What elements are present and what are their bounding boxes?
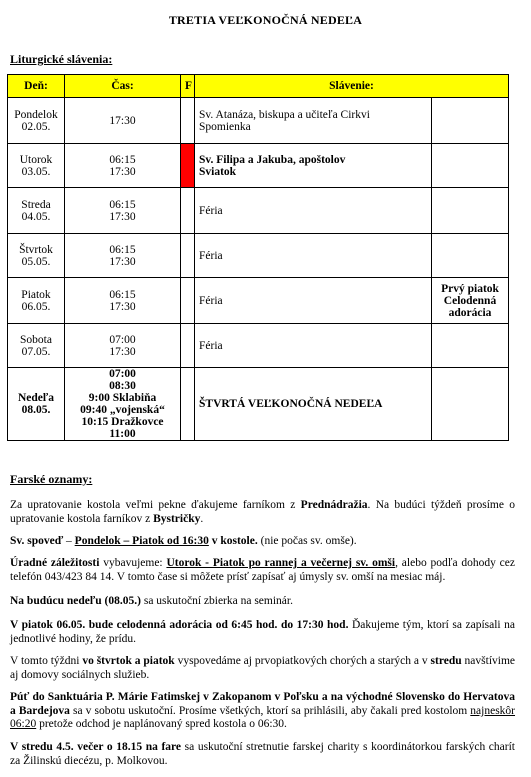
- feast-color-cell: [181, 188, 195, 234]
- note-cell: [432, 144, 509, 188]
- announcement-confession: Sv. spoveď – Pondelok – Piatok od 16:30 v kostole. (nie počas sv. omše).: [10, 535, 357, 547]
- cell-line: Utorok: [19, 153, 53, 166]
- celebration-cell: [195, 98, 432, 144]
- time-cell: [65, 234, 181, 278]
- announcement-charity: V stredu 4.5. večer o 18.15 na fare sa uskutoční stretnutie farskej charity s koordinátorkou farských charít za Žilinskú diecézu, p. Molkovou.: [10, 741, 515, 767]
- schedule-table: [7, 74, 509, 441]
- announcement-cleaning: Za upratovanie kostola veľmi pekne ďakujeme farníkom z Prednádražia. Na budúci týždeň prosíme o upratovanie kostola farníkov z Bystričky.: [10, 499, 515, 525]
- feast-color-cell: [181, 98, 195, 144]
- cell-line: Pondelok: [14, 108, 58, 121]
- cell-line: Sobota: [20, 333, 52, 346]
- time-cell: [65, 278, 181, 324]
- cell-line: 9:00 Sklabiňa: [88, 392, 157, 404]
- feast-color-cell: [181, 278, 195, 324]
- note-cell: [432, 324, 509, 368]
- table-row: [8, 324, 509, 368]
- header-feast: F: [181, 75, 195, 98]
- day-cell: [8, 188, 65, 234]
- celebration-cell: [195, 144, 432, 188]
- cell-line: Štvrtok: [19, 243, 53, 256]
- cell-line: Sv. Filipa a Jakuba, apoštolov: [199, 153, 346, 166]
- cell-line: 08.05.: [21, 404, 51, 416]
- time-cell: [65, 144, 181, 188]
- celebration-cell: [195, 188, 432, 234]
- cell-line: Féria: [199, 339, 223, 352]
- header-time: Čas:: [65, 75, 181, 98]
- day-cell: [8, 368, 65, 441]
- cell-line: Féria: [199, 204, 223, 217]
- celebration-cell: [195, 234, 432, 278]
- liturgy-heading: Liturgické slávenia:: [10, 52, 113, 66]
- cell-line: Prvý piatok: [441, 282, 499, 295]
- cell-line: Piatok: [21, 288, 51, 301]
- day-cell: [8, 144, 65, 188]
- cell-line: 06:15: [109, 198, 136, 211]
- cell-line: 17:30: [109, 210, 136, 223]
- note-cell: [432, 98, 509, 144]
- cell-line: 07:00: [109, 368, 136, 380]
- announcement-pilgrimage: Púť do Sanktuária P. Márie Fatimskej v Zakopanom v Poľsku a na východné Slovensko do Hervatova a Bardejova sa v sobotu uskutoční. Prosíme všetkých, ktorí sa prihlásili, aby čakali pred kostolom najneskôr 06:20 pretože odchod je naplánovaný spred kostola o 06:30.: [10, 691, 516, 731]
- cell-line: 10:15 Dražkovce: [81, 416, 164, 428]
- cell-line: 06:15: [109, 288, 136, 301]
- table-row: [8, 278, 509, 324]
- schedule-header-row: [8, 75, 509, 98]
- cell-line: Féria: [199, 249, 223, 262]
- cell-line: 06.05.: [21, 300, 51, 313]
- cell-line: 17:30: [109, 114, 136, 127]
- table-row: [8, 234, 509, 278]
- table-row: [8, 98, 509, 144]
- note-cell: [432, 368, 509, 441]
- cell-line: 06:15: [109, 153, 136, 166]
- feast-color-cell: [181, 368, 195, 441]
- table-row: [8, 144, 509, 188]
- day-cell: [8, 98, 65, 144]
- cell-line: 05.05.: [21, 255, 51, 268]
- cell-line: 17:30: [109, 345, 136, 358]
- announcements-heading: Farské oznamy:: [10, 472, 93, 486]
- cell-line: 03.05.: [21, 165, 51, 178]
- day-cell: [8, 234, 65, 278]
- cell-line: Streda: [21, 198, 51, 211]
- cell-line: 08:30: [109, 380, 136, 392]
- header-celebration: Slávenie:: [195, 75, 509, 98]
- time-cell: [65, 188, 181, 234]
- note-cell: [432, 234, 509, 278]
- cell-line: Féria: [199, 294, 223, 307]
- announcement-office: Úradné záležitosti vybavujeme: Utorok - Piatok po rannej a večernej sv. omši, alebo podľa dohody cez telefón 043/423 84 14. V tomto čase si môžete prísť zapísať aj úmysly sv. omší na mesiac máj.: [10, 557, 515, 583]
- cell-line: adorácia: [448, 306, 492, 319]
- announcement-collection: Na budúcu nedeľu (08.05.) sa uskutoční zbierka na seminár.: [10, 595, 293, 607]
- celebration-cell: [195, 324, 432, 368]
- day-cell: [8, 278, 65, 324]
- cell-line: 17:30: [109, 165, 136, 178]
- cell-line: 02.05.: [21, 120, 51, 133]
- time-cell: [65, 98, 181, 144]
- cell-line: Nedeľa: [17, 392, 55, 404]
- celebration-cell: [195, 278, 432, 324]
- note-cell: [432, 278, 509, 324]
- announcement-adoration: V piatok 06.05. bude celodenná adorácia od 6:45 hod. do 17:30 hod. Ďakujeme tým, ktorí sa zapísali na jednotlivé hodiny, že prídu.: [10, 619, 516, 645]
- cell-line: Celodenná: [443, 294, 497, 307]
- cell-line: 17:30: [109, 300, 136, 313]
- feast-color-cell: [181, 144, 195, 188]
- note-cell: [432, 188, 509, 234]
- cell-line: 09:40 „vojenská“: [80, 404, 165, 416]
- feast-color-cell: [181, 324, 195, 368]
- cell-line: 11:00: [109, 428, 136, 440]
- cell-line: Sv. Atanáza, biskupa a učiteľa Cirkvi: [199, 108, 370, 121]
- cell-line: Spomienka: [199, 120, 251, 133]
- schedule-body: [8, 98, 509, 441]
- cell-line: 06:15: [109, 243, 136, 256]
- celebration-cell: [195, 368, 432, 441]
- header-day: Deň:: [8, 75, 65, 98]
- table-row: [8, 368, 509, 441]
- cell-line: 04.05.: [21, 210, 51, 223]
- announcement-sick-visits: V tomto týždni vo štvrtok a piatok vyspovedáme aj prvopiatkových chorých a starých a v stredu navštívime aj domovy sociálnych služieb.: [10, 655, 516, 681]
- page-title: TRETIA VEĽKONOČNÁ NEDEĽA: [168, 13, 363, 27]
- time-cell: [65, 368, 181, 441]
- cell-line: 07.05.: [21, 345, 51, 358]
- table-row: [8, 188, 509, 234]
- cell-line: Sviatok: [199, 165, 237, 178]
- cell-line: 07:00: [109, 333, 136, 346]
- day-cell: [8, 324, 65, 368]
- feast-color-cell: [181, 234, 195, 278]
- cell-line: 17:30: [109, 255, 136, 268]
- time-cell: [65, 324, 181, 368]
- cell-line: ŠTVRTÁ VEĽKONOČNÁ NEDEĽA: [199, 398, 383, 410]
